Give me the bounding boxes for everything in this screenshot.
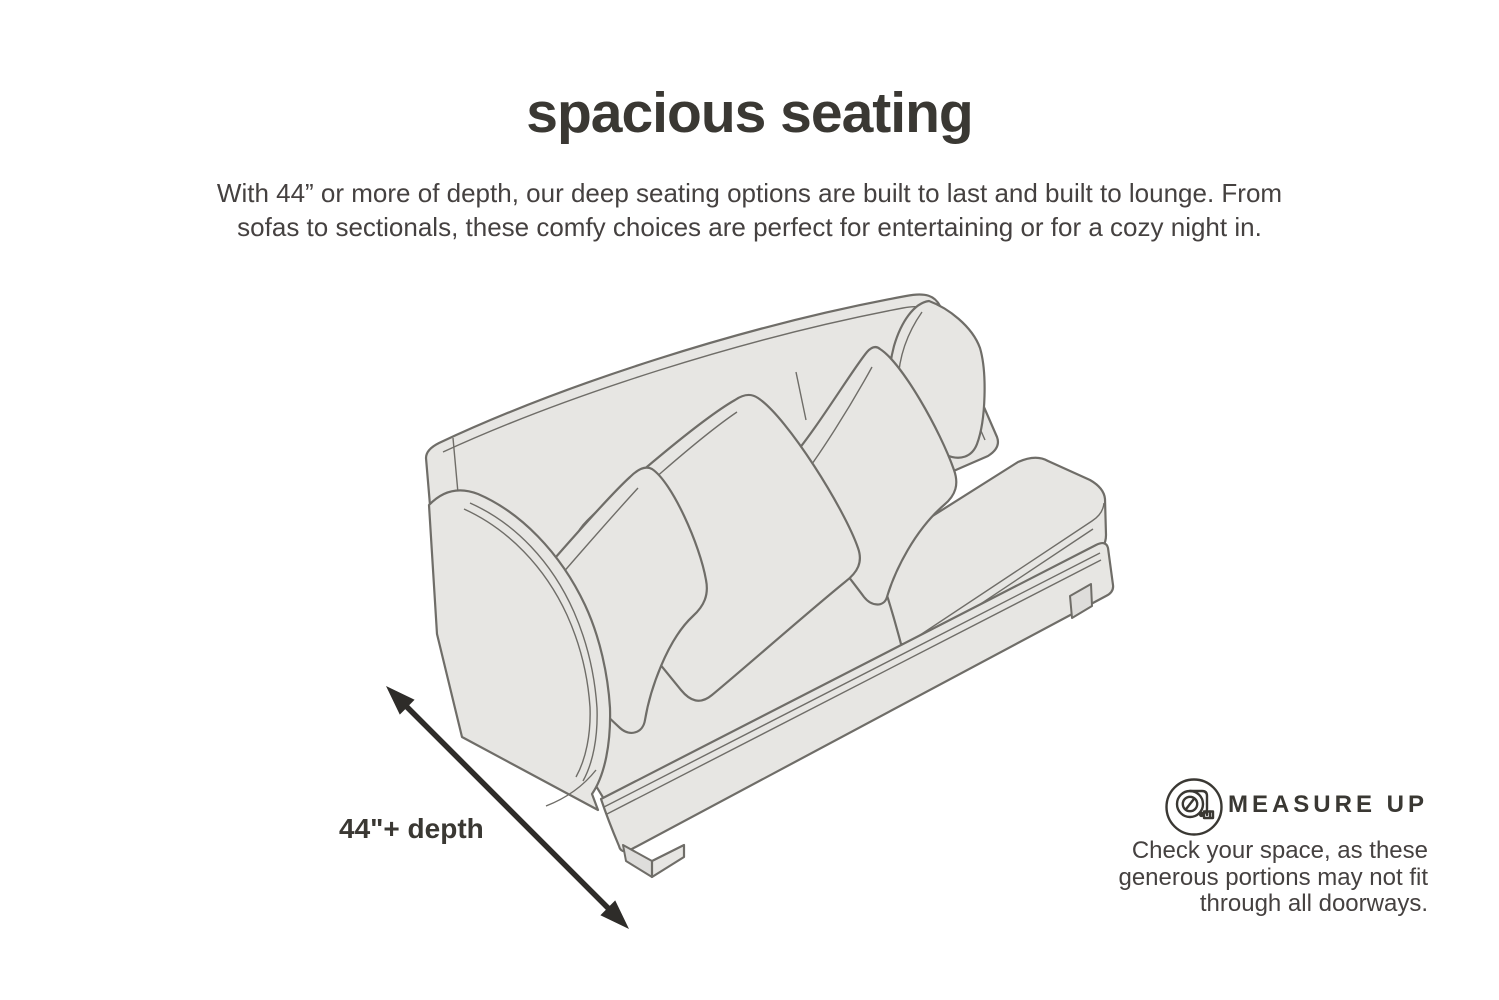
page-title: spacious seating xyxy=(526,81,973,145)
intro-line-1: With 44” or more of depth, our deep seating options are built to last and built to lounge. From xyxy=(216,178,1283,208)
measure-up-note xyxy=(1040,838,1428,918)
measure-up-note-line: generous portions may not fit xyxy=(1118,863,1428,891)
intro-text xyxy=(124,176,1375,244)
intro-line-2: sofas to sectionals, these comfy choices are perfect for entertaining or for a cozy night in. xyxy=(237,212,1262,242)
measure-up-note-line: through all doorways. xyxy=(1199,890,1428,917)
depth-dimension-label: 44"+ depth xyxy=(339,813,484,844)
measure-up-title: MEASURE UP xyxy=(1227,791,1428,818)
measure-up-note-line: Check your space, as these xyxy=(1131,837,1428,864)
sofa-foot-front xyxy=(623,845,684,877)
